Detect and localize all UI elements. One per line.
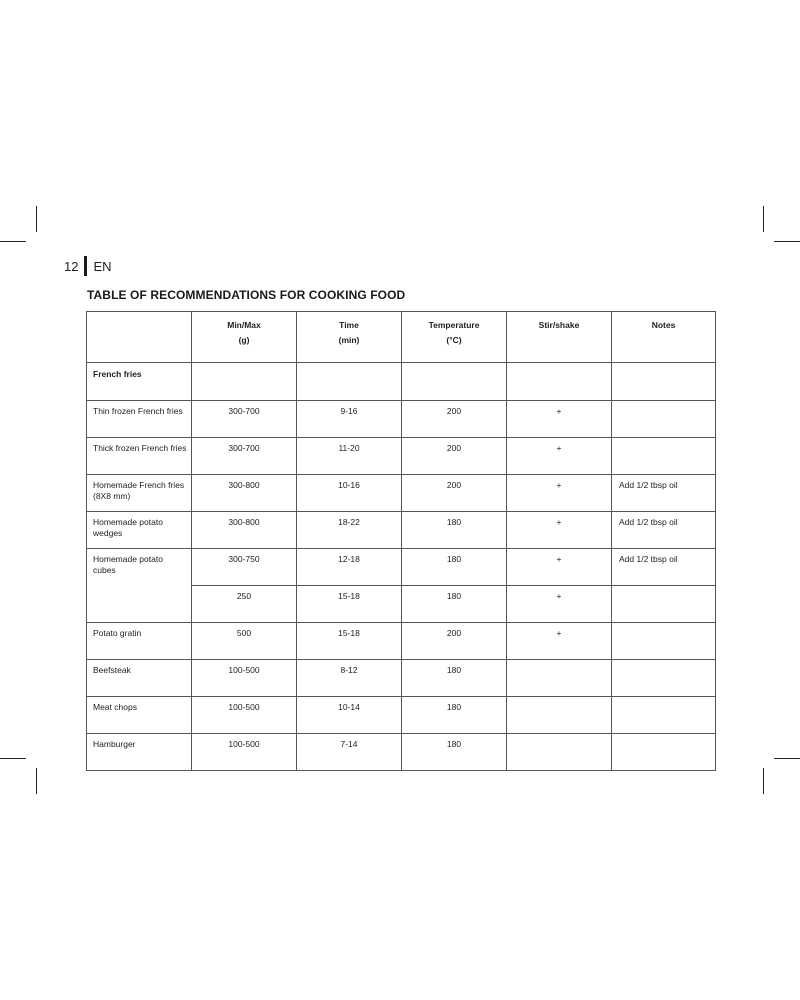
temperature-value: 200 — [402, 475, 507, 512]
table-row — [87, 623, 716, 660]
food-name: Potato gratin — [87, 623, 192, 660]
crop-mark-bottom-left-vertical — [36, 768, 37, 794]
time-value: 7-14 — [297, 734, 402, 771]
stir-shake-value: + — [507, 586, 612, 623]
temperature-value: 200 — [402, 623, 507, 660]
table-row — [87, 512, 716, 549]
language-label: EN — [93, 258, 112, 274]
section-label: French fries — [87, 363, 192, 401]
notes-value — [612, 660, 716, 697]
food-name: Homemade potato cubes — [87, 549, 192, 623]
crop-mark-bottom-right-vertical — [763, 768, 764, 794]
food-name: Homemade potato wedges — [87, 512, 192, 549]
stir-shake-value — [507, 734, 612, 771]
stir-shake-value: + — [507, 401, 612, 438]
minmax-value: 500 — [192, 623, 297, 660]
stir-shake-value — [507, 697, 612, 734]
table-row — [87, 401, 716, 438]
header-notes-label: Notes — [651, 320, 676, 330]
notes-value: Add 1/2 tbsp oil — [612, 549, 716, 586]
time-value: 10-16 — [297, 475, 402, 512]
minmax-value: 100-500 — [192, 734, 297, 771]
temperature-value: 180 — [402, 660, 507, 697]
table-row — [87, 549, 716, 586]
minmax-value: 300-800 — [192, 512, 297, 549]
food-name: Thin frozen French fries — [87, 401, 192, 438]
header-cell-stir-shake — [507, 312, 612, 363]
time-value: 15-18 — [297, 586, 402, 623]
minmax-value: 300-800 — [192, 475, 297, 512]
header-cell-name — [87, 312, 192, 363]
table-header-row — [87, 312, 716, 363]
temperature-value: 180 — [402, 549, 507, 586]
notes-value — [612, 623, 716, 660]
notes-value — [612, 586, 716, 623]
temperature-value: 200 — [402, 438, 507, 475]
table-title: TABLE OF RECOMMENDATIONS FOR COOKING FOOD — [87, 288, 406, 302]
minmax-value: 300-750 — [192, 549, 297, 586]
notes-value — [612, 438, 716, 475]
notes-value: Add 1/2 tbsp oil — [612, 475, 716, 512]
food-name: Hamburger — [87, 734, 192, 771]
stir-shake-value: + — [507, 512, 612, 549]
header-cell-temperature — [402, 312, 507, 363]
header-minmax-unit: (g) — [238, 335, 250, 345]
minmax-value: 100-500 — [192, 660, 297, 697]
crop-mark-bottom-left-horizontal — [0, 758, 26, 759]
food-name: Homemade French fries (8X8 mm) — [87, 475, 192, 512]
time-value: 8-12 — [297, 660, 402, 697]
stir-shake-value: + — [507, 549, 612, 586]
stir-shake-value: + — [507, 438, 612, 475]
time-value: 10-14 — [297, 697, 402, 734]
time-value: 12-18 — [297, 549, 402, 586]
cooking-recommendations-table — [86, 311, 716, 771]
food-name: Beefsteak — [87, 660, 192, 697]
crop-mark-top-left-horizontal — [0, 241, 26, 242]
table-row — [87, 734, 716, 771]
minmax-value: 250 — [192, 586, 297, 623]
minmax-value: 300-700 — [192, 438, 297, 475]
table-row — [87, 438, 716, 475]
header-minmax-label: Min/Max — [227, 320, 261, 330]
header-separator — [84, 256, 87, 276]
food-name: Meat chops — [87, 697, 192, 734]
temperature-value: 180 — [402, 697, 507, 734]
crop-mark-top-left-vertical — [36, 206, 37, 232]
stir-shake-value: + — [507, 475, 612, 512]
crop-mark-top-right-vertical — [763, 206, 764, 232]
temperature-value: 180 — [402, 512, 507, 549]
time-value: 11-20 — [297, 438, 402, 475]
stir-shake-value — [507, 660, 612, 697]
notes-value — [612, 697, 716, 734]
page-number: 12 — [64, 258, 79, 274]
header-temperature-label: Temperature — [428, 320, 480, 330]
notes-value — [612, 401, 716, 438]
header-time-unit: (min) — [338, 335, 360, 345]
page-header — [64, 256, 112, 276]
table-row — [87, 660, 716, 697]
crop-mark-top-right-horizontal — [774, 241, 800, 242]
stir-shake-value: + — [507, 623, 612, 660]
header-time-label: Time — [339, 320, 359, 330]
header-cell-minmax — [192, 312, 297, 363]
header-stir-shake-label: Stir/shake — [538, 320, 580, 330]
temperature-value: 200 — [402, 401, 507, 438]
crop-mark-bottom-right-horizontal — [774, 758, 800, 759]
table-row — [87, 697, 716, 734]
header-cell-time — [297, 312, 402, 363]
temperature-value: 180 — [402, 734, 507, 771]
notes-value: Add 1/2 tbsp oil — [612, 512, 716, 549]
temperature-value: 180 — [402, 586, 507, 623]
food-name: Thick frozen French fries — [87, 438, 192, 475]
header-cell-notes — [612, 312, 716, 363]
time-value: 18-22 — [297, 512, 402, 549]
table-row — [87, 475, 716, 512]
time-value: 15-18 — [297, 623, 402, 660]
time-value: 9-16 — [297, 401, 402, 438]
section-row-french-fries — [87, 363, 716, 401]
minmax-value: 100-500 — [192, 697, 297, 734]
header-temperature-unit: (°C) — [446, 335, 462, 345]
notes-value — [612, 734, 716, 771]
minmax-value: 300-700 — [192, 401, 297, 438]
